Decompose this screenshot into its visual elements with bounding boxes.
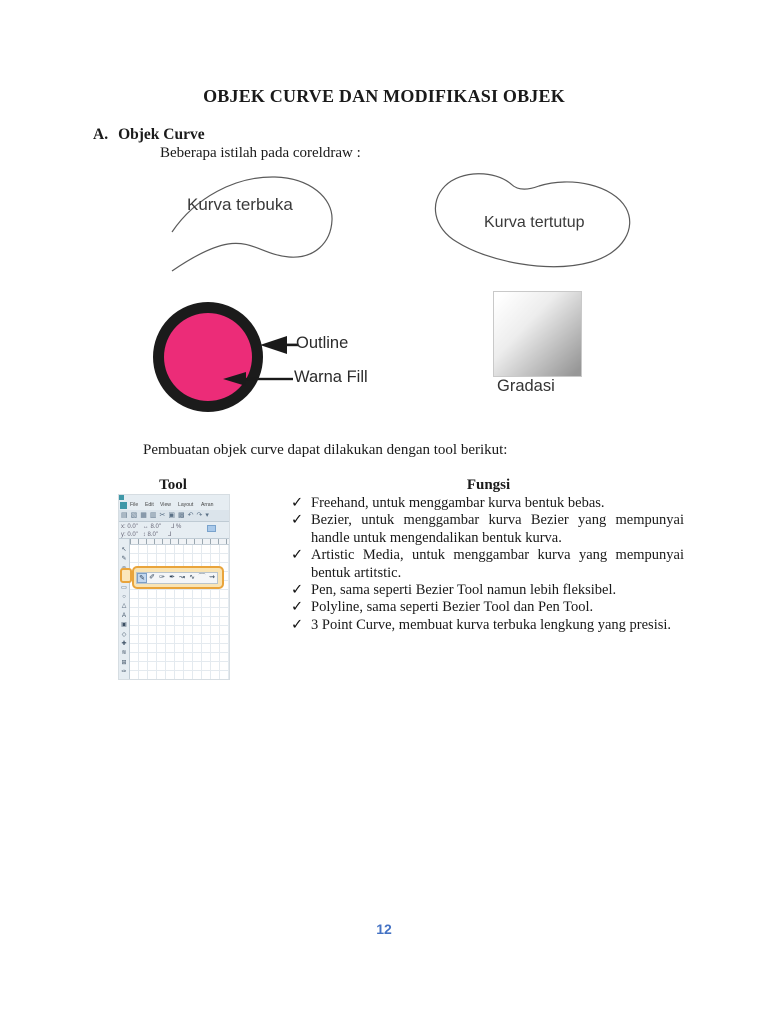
curve-tools-flyout bbox=[136, 572, 218, 584]
rectangle-tool-icon: ▭ bbox=[121, 584, 127, 591]
menu-arrange: Arran bbox=[200, 502, 214, 508]
freehand-tool-highlight-box bbox=[120, 568, 132, 583]
tool-column-header: Tool bbox=[159, 477, 187, 493]
menu-edit: Edit bbox=[144, 502, 154, 508]
fill-callout-label: Warna Fill bbox=[294, 368, 368, 386]
polygon-tool-icon: △ bbox=[121, 603, 127, 610]
list-item bbox=[291, 495, 684, 512]
open-icon: ▧ bbox=[130, 512, 138, 519]
list-item bbox=[291, 582, 684, 599]
paste-icon: ▩ bbox=[178, 512, 185, 519]
outline-fill-circle bbox=[153, 302, 263, 412]
interactive-tool-icon: ✚ bbox=[121, 641, 127, 648]
fill-arrow bbox=[221, 369, 293, 389]
section-marker: A. bbox=[93, 126, 109, 143]
section-heading-text: Objek Curve bbox=[118, 126, 205, 143]
property-selected-field bbox=[207, 525, 216, 532]
intro-text: Beberapa istilah pada coreldraw : bbox=[160, 145, 361, 161]
cut-icon: ✂ bbox=[159, 512, 166, 519]
print-icon: ▥ bbox=[149, 512, 157, 519]
redo-icon: ↷ bbox=[196, 512, 203, 519]
closed-curve-label: Kurva tertutup bbox=[484, 214, 585, 231]
flyout-freehand-icon: ✎ bbox=[137, 573, 147, 583]
list-item-text: 3 Point Curve, membuat kurva terbuka lengkung yang presisi. bbox=[311, 616, 672, 633]
flyout-artistic-media-icon: ✑ bbox=[159, 573, 165, 581]
menu-view: View bbox=[160, 502, 171, 508]
checkmark-icon: ✓ bbox=[291, 495, 304, 511]
coreldraw-screenshot bbox=[118, 494, 230, 680]
checkmark-icon: ✓ bbox=[291, 512, 304, 529]
list-item-text: Pen, sama seperti Bezier Tool namun lebih fleksibel. bbox=[311, 582, 617, 599]
list-item-text: Artistic Media, untuk menggambar kurva yang mempunyai bentuk artitstic. bbox=[311, 547, 684, 581]
property-row-1: x: 0.0" ↔ 8.0" ⅃ % bbox=[121, 524, 182, 530]
list-item-text: Polyline, sama seperti Bezier Tool dan Pen Tool. bbox=[311, 599, 594, 616]
list-item-text: Bezier, untuk menggambar kurva Bezier yang mempunyai handle untuk mengendalikan bentuk kurva. bbox=[311, 512, 684, 546]
dropdown-icon: ▾ bbox=[205, 512, 209, 519]
eyedropper-tool-icon: ≋ bbox=[121, 650, 127, 657]
flyout-connector-icon: ⌒ bbox=[198, 573, 206, 581]
fungsi-list bbox=[291, 495, 684, 634]
copy-icon: ▣ bbox=[168, 512, 175, 519]
gradient-label: Gradasi bbox=[497, 377, 555, 395]
tools-intro-text: Pembuatan objek curve dapat dilakukan dengan tool berikut: bbox=[143, 442, 508, 458]
basic-shapes-tool-icon: ◇ bbox=[121, 631, 127, 638]
outline-arrow bbox=[258, 334, 298, 356]
shape-tool-icon: ✎ bbox=[121, 556, 127, 563]
open-curve-label: Kurva terbuka bbox=[187, 195, 293, 214]
list-item bbox=[291, 547, 684, 582]
flyout-polyline-icon: ↝ bbox=[179, 573, 185, 581]
section-heading bbox=[93, 126, 205, 144]
checkmark-icon: ✓ bbox=[291, 582, 304, 599]
fill-tool-icon: ✑ bbox=[121, 669, 127, 676]
fungsi-column-header: Fungsi bbox=[466, 477, 511, 493]
flyout-pen-icon: ✒ bbox=[169, 573, 175, 581]
coreldraw-menubar bbox=[119, 500, 229, 510]
checkmark-icon: ✓ bbox=[291, 599, 304, 616]
outline-tool-icon: ⊞ bbox=[121, 659, 127, 666]
gradient-swatch bbox=[493, 291, 582, 377]
flyout-3point-curve-icon: ∿ bbox=[189, 573, 195, 581]
menu-layout: Layout bbox=[177, 502, 194, 508]
flyout-bezier-icon: ✐ bbox=[149, 573, 155, 581]
checkmark-icon: ✓ bbox=[291, 547, 304, 564]
open-curve-figure bbox=[160, 170, 345, 272]
coreldraw-doc-icon bbox=[120, 502, 127, 509]
ellipse-tool-icon: ○ bbox=[122, 594, 126, 601]
flyout-dimension-icon: ⇝ bbox=[209, 573, 215, 581]
curve-tools-flyout-highlight bbox=[132, 566, 224, 589]
list-item bbox=[291, 599, 684, 616]
page-title: OBJEK CURVE DAN MODIFIKASI OBJEK bbox=[203, 86, 565, 106]
new-icon: ▤ bbox=[121, 512, 128, 519]
coreldraw-toolbox bbox=[119, 539, 130, 679]
table-tool-icon: ▣ bbox=[121, 622, 127, 629]
coreldraw-standard-toolbar bbox=[119, 510, 229, 522]
list-item bbox=[291, 512, 684, 547]
pick-tool-icon: ↖ bbox=[121, 547, 127, 553]
list-item-text: Freehand, untuk menggambar kurva bentuk bebas. bbox=[311, 495, 605, 511]
page-number: 12 bbox=[376, 921, 392, 937]
undo-icon: ↶ bbox=[187, 512, 194, 519]
property-row-2: y: 0.0" ↕ 8.0" ⅃ bbox=[121, 532, 172, 538]
text-tool-icon: A bbox=[121, 612, 126, 619]
menu-file: File bbox=[130, 502, 139, 508]
list-item bbox=[291, 617, 684, 634]
checkmark-icon: ✓ bbox=[291, 616, 304, 633]
save-icon: ▦ bbox=[140, 512, 147, 519]
outline-callout-label: Outline bbox=[296, 334, 349, 352]
